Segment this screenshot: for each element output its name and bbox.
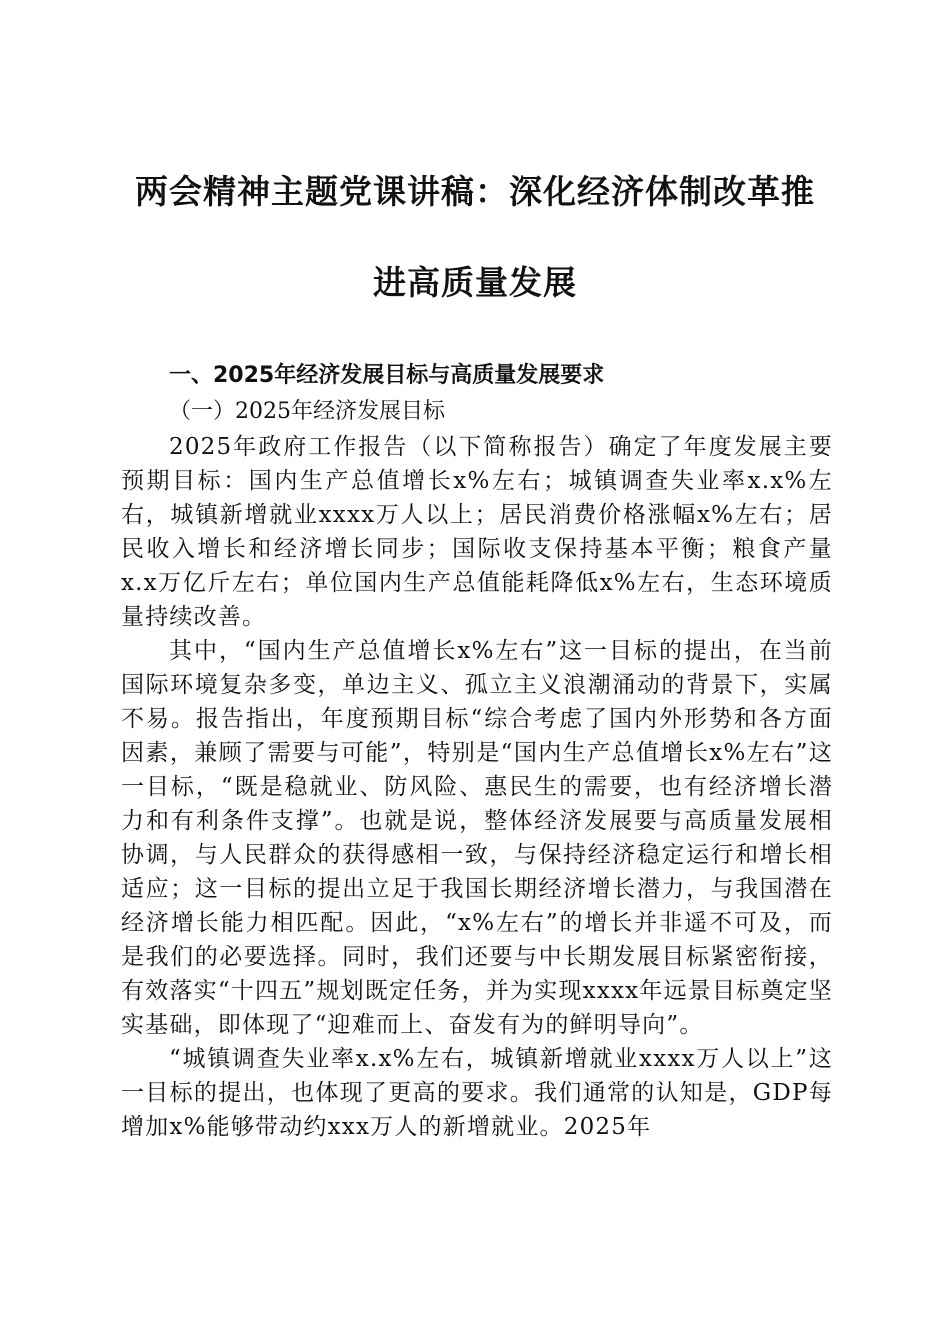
paragraph-3: “城镇调查失业率x.x%左右，城镇新增就业xxxx万人以上”这一目标的提出，也体现了更高的要求。我们通常的认知是，GDP每增加x%能够带动约xxx万人的新增就业。2025年 [121, 1046, 833, 1140]
paragraph-2: 其中，“国内生产总值增长x%左右”这一目标的提出，在当前国际环境复杂多变，单边主义、孤立主义浪潮涌动的背景下，实属不易。报告指出，年度预期目标“综合考虑了国内外形势和各方面因素，兼顾了需要与可能”，特别是“国内生产总值增长x%左右”这一目标，“既是稳就业、防风险、惠民生的需要，也有经济增长潜力和有利条件支撑”。也就是说，整体经济发展要与高质量发展相协调，与人民群众的获得感相一致，与保持经济稳定运行和增长相适应；这一目标的提出立足于我国长期经济增长潜力，与我国潜在经济增长能力相匹配。因此，“x%左右”的增长并非遥不可及，而是我们的必要选择。同时，我们还要与中长期发展目标紧密衔接，有效落实“十四五”规划既定任务，并为实现xxxx年远景目标奠定坚实基础，即体现了“迎难而上、奋发有为的鲜明导向”。 [121, 638, 833, 1038]
section-heading: 一、2025年经济发展目标与高质量发展要求 [169, 363, 605, 388]
title-line-2: 进高质量发展 [373, 263, 577, 302]
document-body [121, 358, 833, 1144]
paragraph-1: 2025年政府工作报告（以下简称报告）确定了年度发展主要预期目标：国内生产总值增长x%左右；城镇调查失业率x.x%左右，城镇新增就业xxxx万人以上；居民消费价格涨幅x%左右；居民收入增长和经济增长同步；国际收支保持基本平衡；粮食产量x.x万亿斤左右；单位国内生产总值能耗降低x%左右，生态环境质量持续改善。 [121, 434, 833, 630]
subsection-heading: （一）2025年经济发展目标 [169, 399, 445, 424]
document-title [110, 168, 840, 307]
title-line-1: 两会精神主题党课讲稿：深化经济体制改革推 [135, 172, 815, 211]
